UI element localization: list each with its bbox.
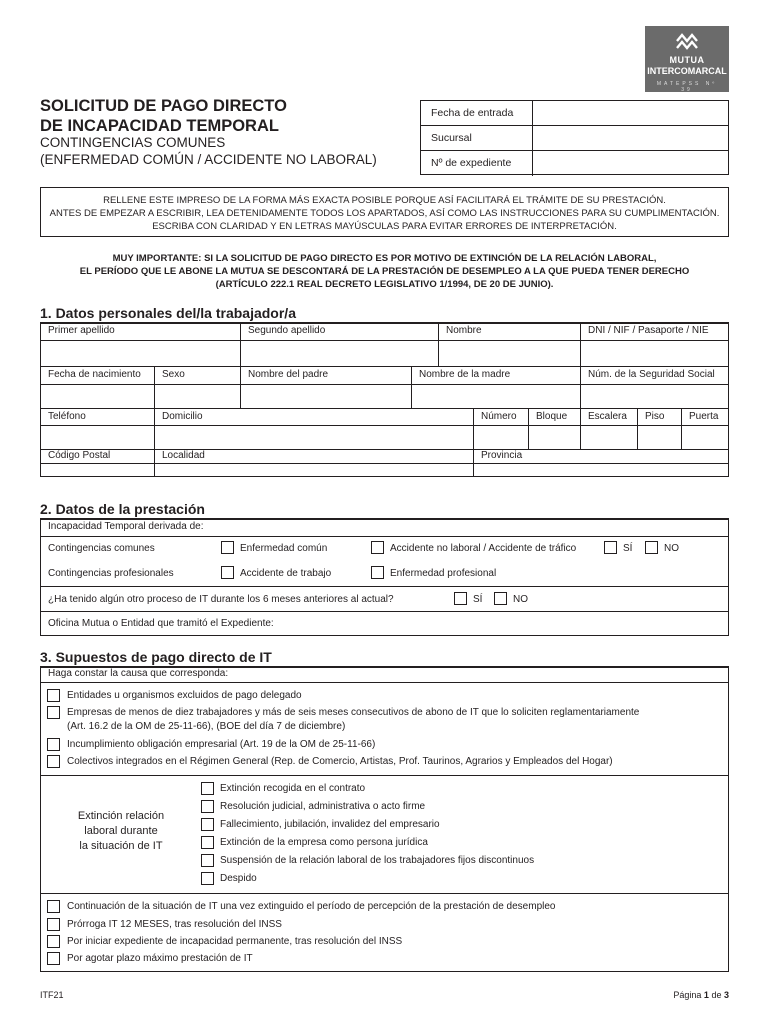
last3-label: Por iniciar expediente de incapacidad permanente, tras resolución del INSS: [67, 936, 403, 947]
nombre-padre-label: Nombre del padre: [241, 367, 412, 385]
accidente-no-laboral-label: Accidente no laboral / Accidente de tráfico: [390, 543, 577, 554]
page-sep: de: [711, 990, 722, 1000]
form-subtitle: [40, 134, 377, 168]
enfermedad-comun-label: Enfermedad común: [240, 543, 328, 554]
instructions-line-1: RELLENE ESTE IMPRESO DE LA FORMA MÁS EXACTA POSIBLE PORQUE ASÍ FACILITARÁ EL TRÁMITE DE SU PRESTACIÓN.: [103, 195, 666, 206]
opt3-label: Incumplimiento obligación empresarial (Art. 19 de la OM de 25-11-66): [67, 739, 376, 750]
section-2-title: 2. Datos de la prestación: [40, 501, 729, 520]
logo-line-2: INTERCOMARCAL: [647, 66, 727, 76]
otro-proceso-si-checkbox[interactable]: [454, 592, 467, 605]
extincion-label-line-3: la situación de IT: [79, 840, 163, 852]
page-current: 1: [703, 990, 709, 1000]
extincion-label-line-2: laboral durante: [84, 825, 158, 837]
escalera-label: Escalera: [581, 409, 638, 426]
nombre-madre-input[interactable]: [412, 385, 581, 409]
accidente-trabajo-label: Accidente de trabajo: [240, 568, 332, 579]
puerta-label: Puerta: [682, 409, 728, 426]
trafico-si-checkbox[interactable]: [604, 541, 617, 554]
ext1-checkbox[interactable]: [201, 782, 214, 795]
trafico-si-label: SÍ: [623, 543, 633, 554]
personal-data-grid: [40, 322, 729, 477]
fecha-entrada-label: Fecha de entrada: [421, 101, 533, 125]
last4-label: Por agotar plazo máximo prestación de IT: [67, 953, 253, 964]
provincia-input[interactable]: [474, 464, 728, 476]
form-title: [40, 96, 287, 136]
form-title-line-2: DE INCAPACIDAD TEMPORAL: [40, 117, 279, 135]
enfermedad-profesional-label: Enfermedad profesional: [390, 568, 497, 579]
expediente-row[interactable]: [421, 151, 728, 176]
escalera-input[interactable]: [581, 426, 638, 450]
otro-proceso-label: ¿Ha tenido algún otro proceso de IT durante los 6 meses anteriores al actual?: [48, 594, 394, 605]
nombre-madre-label: Nombre de la madre: [412, 367, 581, 385]
ext3-checkbox[interactable]: [201, 818, 214, 831]
section-3-title: 3. Supuestos de pago directo de IT: [40, 649, 729, 668]
important-line-3: (ARTÍCULO 222.1 REAL DECRETO LEGISLATIVO 1/1994, DE 20 DE JUNIO).: [215, 279, 554, 290]
otro-proceso-no-label: NO: [513, 594, 528, 605]
page-total: 3: [723, 990, 729, 1000]
extincion-label: [41, 809, 201, 854]
sexo-label: Sexo: [155, 367, 241, 385]
opt2-checkbox[interactable]: [47, 706, 60, 719]
num-ss-label: Núm. de la Seguridad Social: [581, 367, 728, 385]
fecha-nacimiento-label: Fecha de nacimiento: [41, 367, 155, 385]
enfermedad-profesional-checkbox[interactable]: [371, 566, 384, 579]
bloque-input[interactable]: [529, 426, 581, 450]
direct-payment-box: [40, 666, 729, 972]
nombre-input[interactable]: [439, 341, 581, 367]
otro-proceso-si-label: SÍ: [473, 594, 483, 605]
prestacion-header: Incapacidad Temporal derivada de:: [41, 519, 728, 537]
opt1-label: Entidades u organismos excluidos de pago delegado: [67, 690, 302, 701]
form-code: ITF21: [40, 990, 64, 1000]
form-subtitle-line-1: CONTINGENCIAS COMUNES: [40, 135, 226, 150]
divider-2: [41, 893, 728, 894]
ext5-label: Suspensión de la relación laboral de los trabajadores fijos discontinuos: [220, 855, 535, 866]
fecha-nacimiento-input[interactable]: [41, 385, 155, 409]
ext4-label: Extinción de la empresa como persona jurídica: [220, 837, 428, 848]
numero-label: Número: [474, 409, 529, 426]
dni-input[interactable]: [581, 341, 728, 367]
instructions-box: [40, 187, 729, 237]
extincion-label-line-1: Extinción relación: [77, 810, 165, 822]
form-subtitle-line-2: (ENFERMEDAD COMÚN / ACCIDENTE NO LABORAL): [40, 152, 377, 167]
last1-label: Continuación de la situación de IT una vez extinguido el período de percepción de la prestación de desempleo: [67, 901, 556, 912]
sexo-input[interactable]: [155, 385, 241, 409]
important-line-1: MUY IMPORTANTE: SI LA SOLICITUD DE PAGO DIRECTO ES POR MOTIVO DE EXTINCIÓN DE LA RELACIÓN LABORAL,: [112, 253, 657, 264]
opt4-label: Colectivos integrados en el Régimen General (Rep. de Comercio, Artistas, Prof. Taurinos, Agrarios y Empleados del Hogar): [67, 756, 613, 767]
oficina-label: Oficina Mutua o Entidad que tramitó el Expediente:: [48, 618, 274, 629]
logo-line-1: MUTUA: [669, 55, 705, 65]
logo-line-3: MATEPSS Nº 39: [656, 81, 718, 93]
last2-checkbox[interactable]: [47, 918, 60, 931]
opt1-checkbox[interactable]: [47, 689, 60, 702]
primer-apellido-label: Primer apellido: [41, 323, 241, 341]
codigo-postal-input[interactable]: [41, 464, 155, 476]
dni-label: DNI / NIF / Pasaporte / NIE: [581, 323, 728, 341]
last2-label: Prórroga IT 12 MESES, tras resolución del INSS: [67, 919, 282, 930]
contingencias-comunes-label: Contingencias comunes: [48, 543, 155, 554]
trafico-no-label: NO: [664, 543, 679, 554]
last4-checkbox[interactable]: [47, 952, 60, 965]
otro-proceso-no-checkbox[interactable]: [494, 592, 507, 605]
important-notice: [40, 252, 729, 291]
nombre-label: Nombre: [439, 323, 581, 341]
ext3-label: Fallecimiento, jubilación, invalidez del empresario: [220, 819, 440, 830]
codigo-postal-label: Código Postal: [41, 450, 155, 464]
page-number: [640, 990, 729, 1000]
important-line-2: EL PERÍODO QUE LE ABONE LA MUTUA SE DESCONTARÁ DE LA PRESTACIÓN DE DESEMPLEO A LA QUE PUEDA TENER DERECHO: [79, 266, 690, 277]
ext4-checkbox[interactable]: [201, 836, 214, 849]
supuestos-header: Haga constar la causa que corresponda:: [41, 667, 728, 683]
ext5-checkbox[interactable]: [201, 854, 214, 867]
localidad-label: Localidad: [155, 450, 474, 464]
telefono-label: Teléfono: [41, 409, 155, 426]
num-ss-input[interactable]: [581, 385, 728, 409]
telefono-input[interactable]: [41, 426, 155, 450]
ext6-label: Despido: [220, 873, 257, 884]
divider-1: [41, 775, 728, 776]
instructions-line-2: ANTES DE EMPEZAR A ESCRIBIR, LEA DETENIDAMENTE TODOS LOS APARTADOS, ASÍ COMO LAS INSTRUCCIONES PARA SU CUMPLIMENTACIÓN.: [49, 208, 720, 219]
opt2-label-line-2: (Art. 16.2 de la OM de 25-11-66), (BOE del día 7 de diciembre): [67, 721, 346, 732]
piso-label: Piso: [638, 409, 682, 426]
ext6-checkbox[interactable]: [201, 872, 214, 885]
mutua-logo: [645, 26, 729, 92]
office-use-box: [420, 100, 729, 175]
instructions-line-3: ESCRIBA CON CLARIDAD Y EN LETRAS MAYÚSCULAS PARA EVITAR ERRORES DE INTERPRETACIÓN.: [152, 221, 617, 232]
segundo-apellido-input[interactable]: [241, 341, 439, 367]
primer-apellido-input[interactable]: [41, 341, 241, 367]
ext2-label: Resolución judicial, administrativa o acto firme: [220, 801, 426, 812]
opt4-checkbox[interactable]: [47, 755, 60, 768]
provincia-label: Provincia: [474, 450, 728, 464]
page-prefix: Página: [673, 990, 702, 1000]
mutua-logo-icon: [675, 31, 699, 53]
piso-input[interactable]: [638, 426, 682, 450]
fecha-entrada-row[interactable]: [421, 101, 728, 126]
benefit-data-box: [40, 518, 729, 636]
localidad-input[interactable]: [155, 464, 474, 476]
enfermedad-comun-checkbox[interactable]: [221, 541, 234, 554]
opt3-checkbox[interactable]: [47, 738, 60, 751]
last1-checkbox[interactable]: [47, 900, 60, 913]
ext2-checkbox[interactable]: [201, 800, 214, 813]
contingencias-profesionales-label: Contingencias profesionales: [48, 568, 174, 579]
trafico-no-checkbox[interactable]: [645, 541, 658, 554]
form-title-line-1: SOLICITUD DE PAGO DIRECTO: [40, 97, 287, 115]
accidente-trabajo-checkbox[interactable]: [221, 566, 234, 579]
numero-input[interactable]: [474, 426, 529, 450]
accidente-no-laboral-checkbox[interactable]: [371, 541, 384, 554]
domicilio-label: Domicilio: [155, 409, 474, 426]
opt2-label-line-1: Empresas de menos de diez trabajadores y más de seis meses consecutivos de abono de IT que lo soliciten reglamentariamente: [67, 707, 640, 718]
domicilio-input[interactable]: [155, 426, 474, 450]
expediente-label: Nº de expediente: [421, 151, 533, 176]
sucursal-row[interactable]: [421, 126, 728, 151]
last3-checkbox[interactable]: [47, 935, 60, 948]
nombre-padre-input[interactable]: [241, 385, 412, 409]
ext1-label: Extinción recogida en el contrato: [220, 783, 366, 794]
bloque-label: Bloque: [529, 409, 581, 426]
section-1-title: 1. Datos personales del/la trabajador/a: [40, 305, 729, 324]
segundo-apellido-label: Segundo apellido: [241, 323, 439, 341]
sucursal-label: Sucursal: [421, 126, 533, 150]
puerta-input[interactable]: [682, 426, 728, 450]
